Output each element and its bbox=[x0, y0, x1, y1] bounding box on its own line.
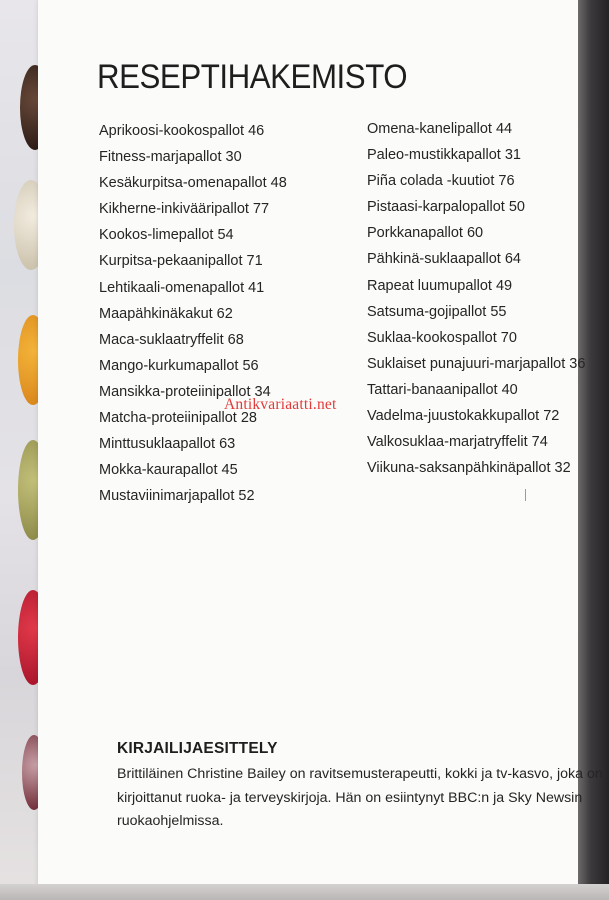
recipe-index-left-column bbox=[99, 118, 287, 509]
index-entry: Valkosuklaa-marjatryffelit 74 bbox=[367, 434, 548, 451]
index-entry: Kesäkurpitsa-omenapallot 48 bbox=[99, 175, 287, 192]
column-end-mark bbox=[525, 489, 526, 501]
index-entry: Lehtikaali-omenapallot 41 bbox=[99, 279, 265, 296]
index-entry: Omena-kanelipallot 44 bbox=[367, 121, 513, 137]
index-entry: Minttusuklaapallot 63 bbox=[99, 436, 236, 453]
index-entry: Mango-kurkumapallot 56 bbox=[99, 357, 259, 374]
watermark: Antikvariaatti.net bbox=[224, 396, 337, 413]
index-entry: Rapeat luumupallot 49 bbox=[367, 277, 513, 294]
index-entry: Matcha-proteiinipallot 28 bbox=[99, 410, 257, 427]
index-entry: Suklaa-kookospallot 70 bbox=[367, 329, 517, 346]
index-entry: Pähkinä-suklaapallot 64 bbox=[367, 251, 521, 268]
index-title: RESEPTIHAKEMISTO bbox=[97, 58, 408, 96]
index-entry: Kikherne-inkivääripallot 77 bbox=[99, 201, 270, 218]
index-entry: Porkkanapallot 60 bbox=[367, 225, 484, 242]
author-bio: Brittiläinen Christine Bailey on ravitsemusterapeutti, kokki ja tv-kasvo, joka on kirjoittanut ruoka- ja terveyskirjoja. Hän on esiintynyt BBC:n ja Sky Newsin ruokaohjelmissa. bbox=[117, 766, 603, 829]
index-entry: Maapähkinäkakut 62 bbox=[99, 305, 233, 322]
index-entry: Mansikka-proteiinipallot 34 bbox=[99, 383, 271, 400]
index-entry: Mustaviinimarjapallot 52 bbox=[99, 488, 255, 505]
index-entry: Mokka-kaurapallot 45 bbox=[99, 462, 238, 479]
index-entry: Fitness-marjapallot 30 bbox=[99, 149, 242, 166]
index-entry: Maca-suklaatryffelit 68 bbox=[99, 331, 244, 348]
index-entry: Satsuma-gojipallot 55 bbox=[367, 303, 507, 320]
index-entry: Piña colada -kuutiot 76 bbox=[367, 173, 515, 190]
index-entry: Vadelma-juustokakkupallot 72 bbox=[367, 408, 560, 425]
index-entry: Kurpitsa-pekaanipallot 71 bbox=[99, 253, 263, 270]
index-entry: Pistaasi-karpalopallot 50 bbox=[367, 199, 525, 216]
index-entry: Tattari-banaanipallot 40 bbox=[367, 381, 518, 398]
index-entry: Viikuna-saksanpähkinäpallot 32 bbox=[367, 460, 571, 477]
index-entry: Paleo-mustikkapallot 31 bbox=[367, 147, 521, 164]
recipe-index-right-column bbox=[367, 116, 585, 481]
index-entry: Kookos-limepallot 54 bbox=[99, 227, 234, 244]
index-entry: Suklaiset punajuuri-marjapallot 36 bbox=[367, 355, 586, 372]
index-entry: Aprikoosi-kookospallot 46 bbox=[99, 123, 265, 139]
author-section-heading: KIRJAILIJAESITTELY bbox=[117, 740, 278, 757]
